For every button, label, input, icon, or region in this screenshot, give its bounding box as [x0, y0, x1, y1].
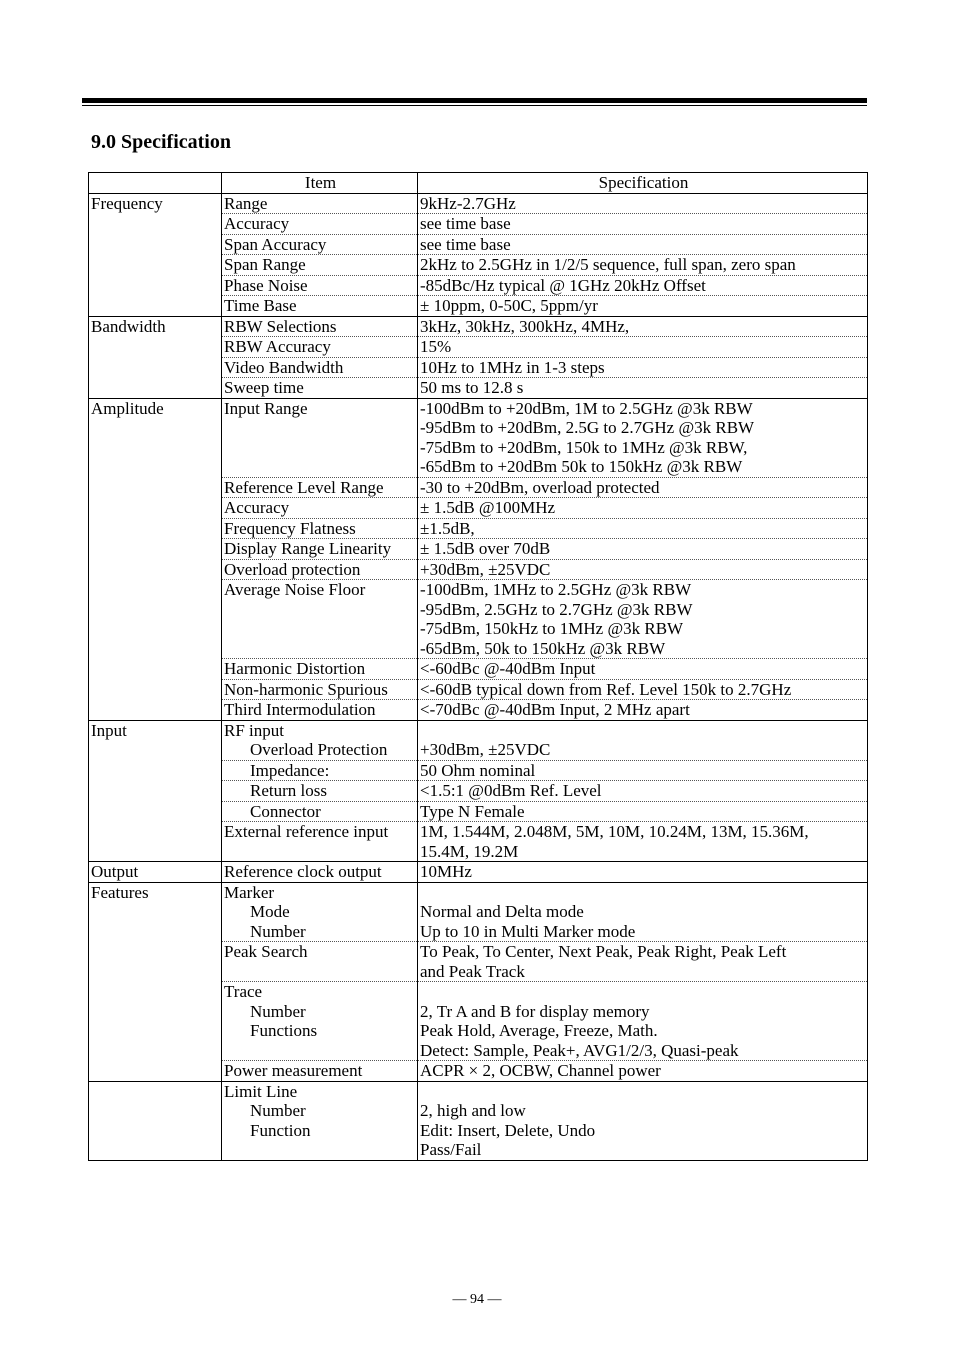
specification-value [420, 1082, 867, 1102]
specification-cell [418, 316, 868, 337]
item-cell [222, 337, 418, 358]
item-cell [222, 275, 418, 296]
specification-value: -85dBc/Hz typical @ 1GHz 20kHz Offset [420, 275, 706, 295]
table-header-row [89, 173, 868, 194]
table-row [89, 193, 868, 214]
item-cell [222, 518, 418, 539]
table-row [89, 398, 868, 477]
item-cell [222, 398, 418, 477]
specification-value: -65dBm, 50k to 150kHz @3k RBW [420, 638, 666, 658]
item-label: Display Range Linearity [224, 539, 392, 558]
specification-value: -65dBm to +20dBm 50k to 150kHz @3k RBW [420, 457, 743, 476]
specification-value: 50 ms to 12.8 s [420, 378, 524, 397]
specification-value: ±1.5dB, [420, 518, 475, 538]
item-label: Non-harmonic Spurious [224, 679, 388, 699]
item-cell [222, 214, 418, 235]
item-cell [222, 822, 418, 862]
item-label: Accuracy [224, 214, 290, 233]
item-label: Impedance: [250, 760, 330, 780]
item-cell [222, 1081, 418, 1160]
specification-cell [418, 801, 868, 822]
header-specification: Specification [418, 173, 868, 194]
item-cell [222, 862, 418, 883]
specification-value: +30dBm, ±25VDC [420, 740, 551, 759]
item-label: Harmonic Distortion [224, 659, 366, 678]
section-title: 9.0 Specification [91, 131, 231, 153]
specification-cell [418, 193, 868, 214]
table-body [89, 193, 868, 1160]
specification-value: -95dBm, 2.5GHz to 2.7GHz @3k RBW [420, 599, 693, 619]
specification-cell [418, 679, 868, 700]
specification-cell [418, 477, 868, 498]
specification-cell [418, 296, 868, 317]
specification-value: 9kHz-2.7GHz [420, 193, 516, 213]
item-label: Overload Protection [250, 740, 388, 759]
item-cell [222, 539, 418, 560]
item-label: External reference input [224, 822, 389, 841]
specification-cell [418, 559, 868, 580]
specification-value: <-60dBc @-40dBm Input [420, 659, 596, 678]
specification-cell [418, 580, 868, 659]
item-label: Number [250, 1101, 306, 1120]
specification-value: 15.4M, 19.2M [420, 841, 519, 861]
specification-value: -100dBm to +20dBm, 1M to 2.5GHz @3k RBW [420, 398, 753, 418]
specification-cell [418, 822, 868, 862]
specification-cell [418, 275, 868, 296]
specification-cell [418, 942, 868, 982]
specification-cell [418, 398, 868, 477]
item-cell [222, 781, 418, 802]
specification-value: Detect: Sample, Peak+, AVG1/2/3, Quasi-peak [420, 1040, 739, 1060]
specification-value: 2, Tr A and B for display memory [420, 1001, 650, 1021]
specification-value: ± 1.5dB @100MHz [420, 498, 556, 517]
item-label: Limit Line [224, 1081, 298, 1101]
item-label: Return loss [250, 781, 327, 800]
item-label: Span Accuracy [224, 234, 327, 254]
specification-value: -30 to +20dBm, overload protected [420, 477, 660, 497]
table-row [89, 316, 868, 337]
specification-cell [418, 781, 868, 802]
item-label: Time Base [224, 296, 297, 315]
specification-value: Up to 10 in Multi Marker mode [420, 921, 636, 941]
specification-value: ± 1.5dB over 70dB [420, 539, 551, 558]
specification-value: and Peak Track [420, 961, 525, 981]
header-item: Item [222, 173, 418, 194]
specification-cell [418, 357, 868, 378]
item-label: Sweep time [224, 378, 304, 397]
specification-cell [418, 720, 868, 760]
table-row [89, 720, 868, 760]
table-row [89, 1081, 868, 1160]
item-cell [222, 378, 418, 399]
item-label: Third Intermodulation [224, 700, 376, 719]
item-cell [222, 942, 418, 982]
specification-value: Type N Female [420, 801, 525, 821]
category-cell: Bandwidth [89, 316, 222, 398]
specification-cell [418, 760, 868, 781]
specification-cell [418, 1081, 868, 1160]
specification-value: ACPR × 2, OCBW, Channel power [420, 1061, 661, 1080]
specification-cell [418, 862, 868, 883]
category-cell: Amplitude [89, 398, 222, 720]
item-label: Reference clock output [224, 862, 382, 881]
category-cell: Input [89, 720, 222, 862]
item-label: Overload protection [224, 559, 361, 579]
header-rule-thin [82, 105, 867, 106]
item-label: Functions [250, 1021, 318, 1040]
item-cell [222, 700, 418, 721]
specification-value: -75dBm to +20dBm, 150k to 1MHz @3k RBW, [420, 437, 748, 457]
item-label: Number [250, 921, 306, 941]
specification-value: Edit: Insert, Delete, Undo [420, 1120, 596, 1140]
specification-value [420, 721, 867, 741]
table-row [89, 862, 868, 883]
item-cell [222, 316, 418, 337]
item-cell [222, 498, 418, 519]
item-cell [222, 1061, 418, 1082]
header-category [89, 173, 222, 194]
item-cell [222, 234, 418, 255]
item-label: Input Range [224, 398, 308, 418]
item-label: Video Bandwidth [224, 357, 344, 377]
item-cell [222, 357, 418, 378]
specification-value: -75dBm, 150kHz to 1MHz @3k RBW [420, 619, 684, 638]
specification-value: 50 Ohm nominal [420, 760, 536, 780]
item-cell [222, 193, 418, 214]
specification-cell [418, 882, 868, 942]
specification-table [88, 172, 868, 1161]
specification-value: 1M, 1.544M, 2.048M, 5M, 10M, 10.24M, 13M, 15.36M, [420, 822, 809, 841]
specification-value: 2, high and low [420, 1101, 526, 1120]
specification-cell [418, 378, 868, 399]
specification-cell [418, 1061, 868, 1082]
specification-value: -100dBm, 1MHz to 2.5GHz @3k RBW [420, 580, 692, 599]
item-cell [222, 982, 418, 1061]
item-cell [222, 559, 418, 580]
specification-value: -95dBm to +20dBm, 2.5G to 2.7GHz @3k RBW [420, 418, 755, 437]
item-label: Mode [250, 902, 290, 921]
item-label: Power measurement [224, 1061, 363, 1080]
specification-value: see time base [420, 234, 511, 254]
item-cell [222, 760, 418, 781]
specification-cell [418, 337, 868, 358]
specification-cell [418, 214, 868, 235]
header-rule-thick [82, 98, 867, 103]
specification-cell [418, 700, 868, 721]
item-label: Marker [224, 882, 275, 902]
specification-value [420, 883, 867, 903]
specification-cell [418, 234, 868, 255]
specification-value: 3kHz, 30kHz, 300kHz, 4MHz, [420, 316, 630, 336]
specification-value: 10Hz to 1MHz in 1-3 steps [420, 357, 605, 377]
specification-cell [418, 982, 868, 1061]
specification-value: 10MHz [420, 862, 472, 881]
item-cell [222, 296, 418, 317]
item-label: Connector [250, 801, 321, 821]
page-number: — 94 — [452, 1292, 502, 1307]
item-label: Peak Search [224, 942, 308, 961]
specification-cell [418, 539, 868, 560]
specification-value: To Peak, To Center, Next Peak, Peak Right, Peak Left [420, 942, 787, 961]
item-cell [222, 659, 418, 680]
item-label: Range [224, 193, 268, 213]
item-cell [222, 801, 418, 822]
specification-value: +30dBm, ±25VDC [420, 559, 551, 579]
specification-cell [418, 659, 868, 680]
specification-value: <-60dB typical down from Ref. Level 150k to 2.7GHz [420, 679, 792, 699]
item-cell [222, 882, 418, 942]
specification-value: <1.5:1 @0dBm Ref. Level [420, 781, 602, 800]
item-cell [222, 255, 418, 276]
item-label: Function [250, 1120, 311, 1140]
item-label: Trace [224, 982, 263, 1001]
item-label: Accuracy [224, 498, 290, 517]
specification-value [420, 982, 867, 1002]
specification-cell [418, 255, 868, 276]
specification-cell [418, 518, 868, 539]
specification-value: 2kHz to 2.5GHz in 1/2/5 sequence, full span, zero span [420, 255, 796, 274]
item-label: Span Range [224, 255, 306, 274]
item-label: RBW Selections [224, 316, 337, 336]
specification-value: <-70dBc @-40dBm Input, 2 MHz apart [420, 700, 690, 719]
item-cell [222, 580, 418, 659]
specification-value: see time base [420, 214, 511, 233]
item-cell [222, 679, 418, 700]
category-cell: Output [89, 862, 222, 883]
specification-value: Normal and Delta mode [420, 902, 584, 921]
specification-cell [418, 498, 868, 519]
specification-value: Pass/Fail [420, 1140, 482, 1159]
item-label: Frequency Flatness [224, 518, 356, 538]
item-label: Number [250, 1001, 306, 1021]
item-label: RF input [224, 720, 284, 740]
item-cell [222, 720, 418, 760]
specification-value: Peak Hold, Average, Freeze, Math. [420, 1021, 658, 1040]
item-label: RBW Accuracy [224, 337, 331, 356]
item-label: Phase Noise [224, 275, 308, 295]
category-cell: Frequency [89, 193, 222, 316]
specification-value: ± 10ppm, 0-50C, 5ppm/yr [420, 296, 598, 315]
item-label: Reference Level Range [224, 477, 384, 497]
item-label: Average Noise Floor [224, 580, 366, 599]
item-cell [222, 477, 418, 498]
category-cell: Features [89, 882, 222, 1081]
table-row [89, 882, 868, 942]
specification-value: 15% [420, 337, 452, 356]
category-cell [89, 1081, 222, 1160]
